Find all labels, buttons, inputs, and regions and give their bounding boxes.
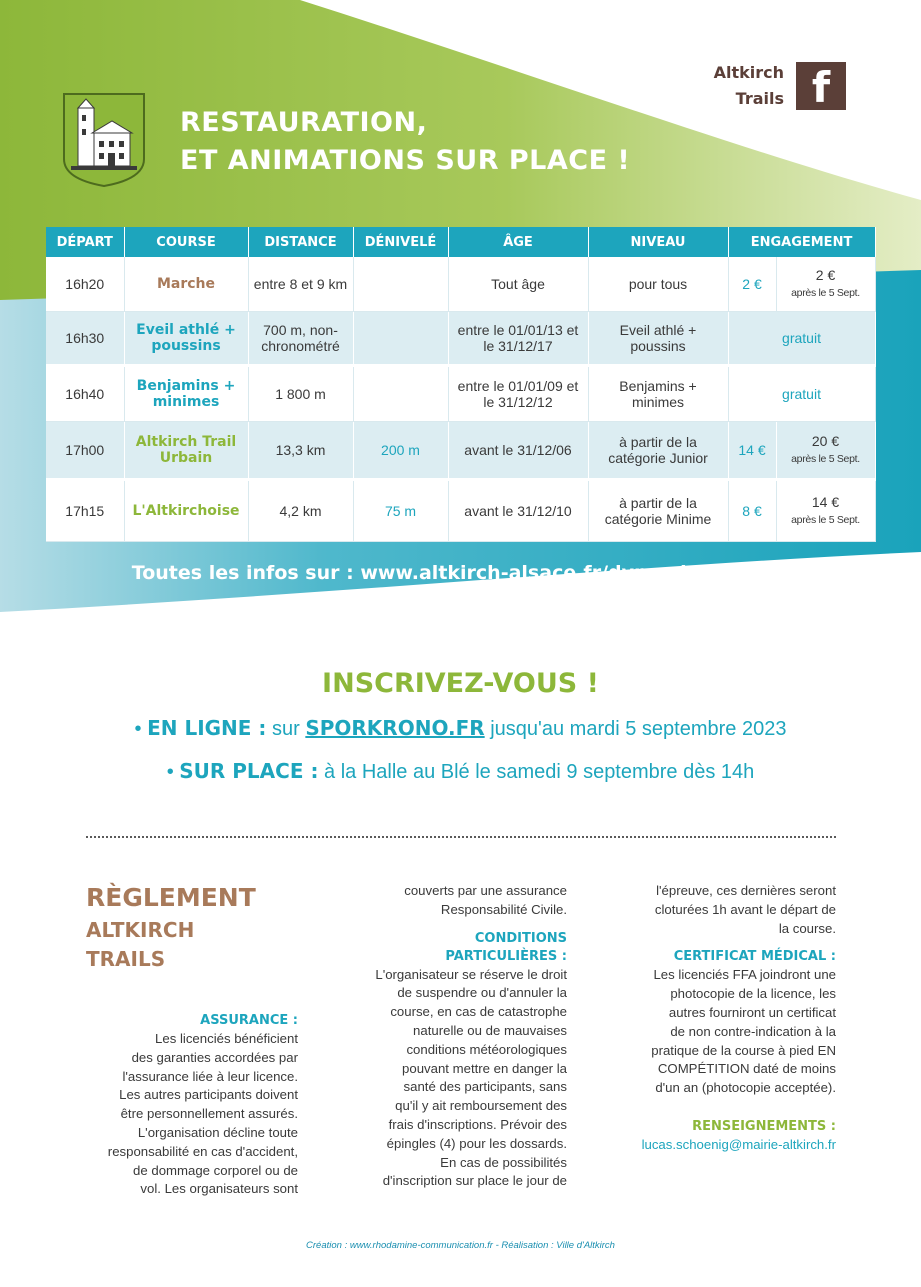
late-price-note: après le 5 Sept. [791,286,860,299]
col-header-denivele: DÉNIVELÉ [353,227,448,257]
assurance-line: des garanties accordées par [131,1049,298,1065]
facebook-link[interactable] [706,60,856,114]
online-pre: sur [271,718,300,740]
col-header-depart: DÉPART [46,227,124,257]
cell-niveau: Eveil athlé + poussins [588,311,728,365]
reglement-title-line2: ALTKIRCH [86,918,195,942]
certificat-intro-line: cloturées 1h avant le départ de [654,901,836,917]
late-price-value: 20 € [811,432,840,449]
cell-denivele [353,257,448,311]
conditions-heading-line2: PARTICULIÈRES : [445,948,567,964]
cell-niveau: Benjamins + minimes [588,365,728,421]
cell-price: 2 € [728,257,776,311]
cell-niveau: pour tous [588,257,728,311]
cell-age: entre le 01/01/13 et le 31/12/17 [448,311,588,365]
cell-depart: 16h30 [46,311,124,365]
reglement-col-assurance [96,1012,298,1199]
assurance-line: vol. Les organisateurs sont [140,1181,298,1197]
cell-depart: 17h00 [46,421,124,479]
assurance-line: Les licenciés bénéficient [155,1031,298,1046]
conditions-intro-line: couverts par une assurance [404,883,567,898]
certificat-line: de non contre-indication à la [670,1023,836,1039]
col-header-distance: DISTANCE [248,227,353,257]
cell-course: Marche [124,257,248,311]
renseignements-heading: RENSEIGNEMENTS : [692,1118,836,1134]
certificat-line: photocopie de la licence, les [670,986,836,1002]
inscription-title: INSCRIVEZ-VOUS ! [322,668,599,699]
certificat-intro-line: l'épreuve, ces dernières seront [656,883,836,898]
late-price-note: après le 5 Sept. [791,513,860,526]
town-crest-icon [63,93,145,187]
late-price-note: après le 5 Sept. [791,452,860,465]
assurance-line: de dommage corporel ou de [133,1162,298,1178]
conditions-line: pouvant mettre en danger la [402,1060,567,1076]
race-schedule-table [46,227,876,542]
cell-denivele [353,365,448,421]
col-header-engagement: ENGAGEMENT [728,227,875,257]
conditions-line: qu'il y ait remboursement des [395,1098,567,1114]
table-row [46,479,875,541]
cell-age: avant le 31/12/10 [448,479,588,541]
certificat-line: autres fourniront un certificat [668,1004,836,1020]
cell-engagement: gratuit [728,365,875,421]
late-price-value: 14 € [811,493,840,510]
certificat-intro-line: la course. [778,920,836,936]
cell-price: 8 € [728,479,776,541]
cell-price: 14 € [728,421,776,479]
cell-late-price [776,421,875,479]
certificat-heading: CERTIFICAT MÉDICAL : [673,949,836,965]
conditions-line: naturelle ou de mauvaises [413,1022,567,1038]
facebook-glyph: f [811,63,831,112]
conditions-line: En cas de possibilités [440,1154,567,1170]
conditions-line: santé des participants, sans [403,1079,567,1095]
cell-denivele: 200 m [353,421,448,479]
cell-depart: 16h20 [46,257,124,311]
info-url-link[interactable]: Toutes les infos sur : www.altkirch-alsace.fr/dynamique/trails [131,562,790,584]
col-header-course: COURSE [124,227,248,257]
conditions-line: d'inscription sur place le jour de [382,1173,567,1189]
cell-distance: 700 m, non-chronométré [248,311,353,365]
reglement-title-line1: RÈGLEMENT [86,883,256,912]
cell-engagement: gratuit [728,311,875,365]
cell-depart: 16h40 [46,365,124,421]
place-label: SUR PLACE : [179,759,319,783]
cell-course: Altkirch Trail Urbain [124,421,248,479]
conditions-intro-line: Responsabilité Civile. [440,901,567,917]
cell-age: avant le 31/12/06 [448,421,588,479]
bullet: • [166,761,174,783]
col-header-niveau: NIVEAU [588,227,728,257]
cell-late-price [776,479,875,541]
online-post: jusqu'au mardi 5 septembre 2023 [490,718,787,740]
conditions-line: course, en cas de catastrophe [390,1004,567,1020]
cell-niveau: à partir de la catégorie Junior [588,421,728,479]
certificat-line: COMPÉTITION daté de moins [657,1061,836,1077]
assurance-line: être personnellement assurés. [120,1106,298,1122]
certificat-line: pratique de la course à pied EN [651,1042,836,1058]
assurance-line: L'organisation décline toute [137,1124,298,1140]
conditions-line: frais d'inscriptions. Prévoir des [388,1116,567,1132]
reglement-title-line3: TRAILS [86,947,166,971]
cell-course: Eveil athlé + poussins [124,311,248,365]
cell-age: entre le 01/01/09 et le 31/12/12 [448,365,588,421]
facebook-label-line2: Trails [735,89,784,108]
cell-denivele [353,311,448,365]
cell-course: Benjamins + minimes [124,365,248,421]
page-title [180,104,630,180]
conditions-line: L'organisateur se réserve le droit [375,966,567,982]
conditions-line: conditions météorologiques [406,1041,567,1057]
certificat-line: Les licenciés FFA joindront une [653,967,836,983]
conditions-line: épingles (4) pour les dossards. [386,1135,567,1151]
cell-depart: 17h15 [46,479,124,541]
cell-course: L'Altkirchoise [124,479,248,541]
cell-niveau: à partir de la catégorie Minime [588,479,728,541]
reglement-title [86,880,256,974]
dotted-divider [86,836,836,838]
cell-late-price [776,257,875,311]
reglement-col-conditions [345,882,567,1191]
table-row [46,421,875,479]
inscription-online [0,716,921,741]
contact-email-link[interactable]: lucas.schoenig@mairie-altkirch.fr [641,1136,836,1152]
facebook-icon[interactable] [796,62,846,110]
cell-denivele: 75 m [353,479,448,541]
title-line-1: RESTAURATION, [180,107,428,138]
table-row [46,257,875,311]
online-label: EN LIGNE : [147,716,267,740]
late-price-value: 2 € [815,266,836,283]
cell-distance: 4,2 km [248,479,353,541]
cell-age: Tout âge [448,257,588,311]
sporkrono-link[interactable]: SPORKRONO.FR [305,716,485,740]
assurance-heading: ASSURANCE : [200,1013,298,1028]
cell-distance: 1 800 m [248,365,353,421]
reglement-col-certificat [610,882,836,1155]
conditions-line: de suspendre ou d'annuler la [397,985,567,1001]
conditions-heading-line1: CONDITIONS [474,930,567,946]
assurance-line: responsabilité en cas d'accident, [107,1143,298,1159]
col-header-age: ÂGE [448,227,588,257]
certificat-line: d'un an (photocopie acceptée). [655,1080,836,1096]
inscription-onsite [0,759,921,784]
title-line-2: ET ANIMATIONS SUR PLACE ! [180,145,631,176]
cell-distance: entre 8 et 9 km [248,257,353,311]
bullet: • [134,718,142,740]
facebook-label-line1: Altkirch [713,63,784,82]
table-row [46,365,875,421]
table-header-row [46,227,875,257]
assurance-line: Les autres participants doivent [119,1087,298,1103]
cell-distance: 13,3 km [248,421,353,479]
footer-credits: Création : www.rhodamine-communication.fr - Réalisation : Ville d'Altkirch [306,1240,615,1251]
table-row [46,311,875,365]
assurance-line: l'assurance liée à leur licence. [122,1068,298,1084]
place-text: à la Halle au Blé le samedi 9 septembre dès 14h [324,761,755,783]
facebook-label [706,60,784,112]
